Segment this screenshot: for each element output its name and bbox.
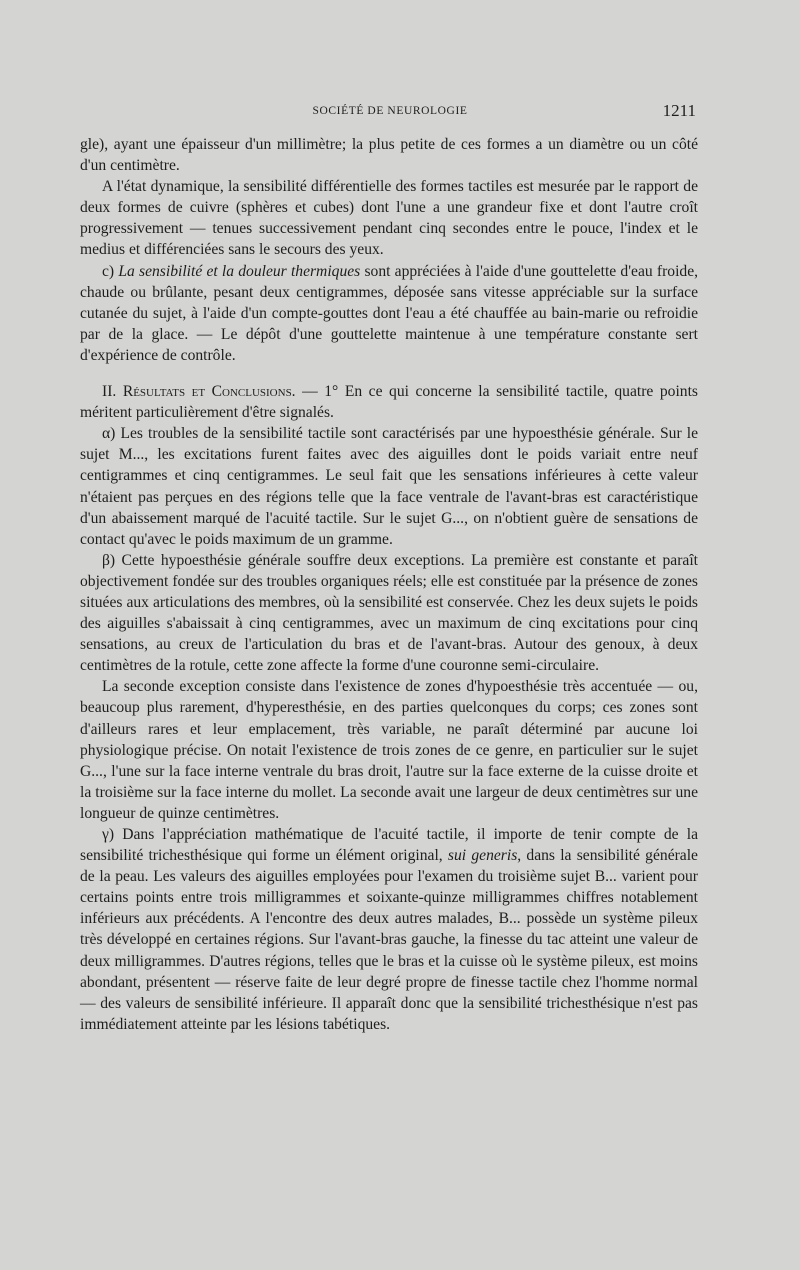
section-heading: II. Résultats et Conclusions. [102, 383, 296, 401]
paragraph-thermal-sensitivity [80, 261, 698, 366]
paragraph-gamma [80, 824, 698, 1035]
running-title: SOCIÉTÉ DE NEUROLOGIE [312, 105, 468, 117]
paragraph-text: α) Les troubles de la sensibilité tactile sont caractérisés par une hypoesthésie générale. Sur le sujet M..., les excitations furent faites avec des aiguilles dont le poids variait entre neuf centigrammes et cinq centigrammes. Le seul fait que les sensations inférieures à cette valeur n'étaient pas perçues en des régions telle que la face ventrale de l'avant-bras est caractéristique d'un abaissement marqué de l'acuité tactile. Sur le sujet G..., on n'obtient guère de sensations de contact qu'avec le poids maximum de un gramme. [80, 425, 698, 548]
paragraph-lead: c) [102, 262, 119, 280]
paragraph-alpha [80, 423, 698, 550]
page-header [80, 101, 700, 125]
paragraph-results-heading [80, 381, 698, 423]
paragraph-text: La seconde exception consiste dans l'existence de zones d'hypoesthésie très accentuée — ou, beaucoup plus rarement, d'hyperesthésie, en des parties quelconques du corps; ces zones sont d'ailleurs rares et leur emplacement, très variable, ne paraît déterminé par aucune loi physiologique précise. On notait l'existence de trois zones de ce genre, en particulier sur le sujet G..., l'une sur la face interne ventrale du bras droit, l'autre sur la face externe de la cuisse droite et la troisième sur la face interne du mollet. La seconde avait une largeur de deux centimètres sur une longueur de quinze centimètres. [80, 678, 698, 822]
paragraph-text: A l'état dynamique, la sensibilité différentielle des formes tactiles est mesurée par le rapport de deux formes de cuivre (sphères et cubes) dont l'une a une grandeur fixe et dont l'autre croît progressivement — tenues successivement pendant cinq secondes entre le pouce, l'index et le medius et différenciées sans le secours des yeux. [80, 178, 698, 259]
page-number: 1211 [662, 101, 696, 120]
italic-phrase: sui generis [447, 847, 518, 865]
paragraph-dynamic-sensitivity [80, 176, 698, 260]
paragraph-text: — 1° En ce qui concerne la sensibilité tactile, quatre points méritent particulièrement d'être signalés. [80, 383, 699, 422]
paragraph-text: gle), ayant une épaisseur d'un millimètre; la plus petite de ces formes a un diamètre ou un côté d'un centimètre. [80, 136, 698, 175]
body-text [80, 134, 698, 1035]
paragraph-second-exception [80, 676, 698, 824]
paragraph-text: , dans la sensibilité générale de la peau. Les valeurs des aiguilles employées pour l'examen du troisième sujet B... varient pour certains points entre trois milligrammes et soixante-quinze milligrammes chiffres notablement inférieurs aux précédents. A l'encontre des deux autres malades, B... possède un système pileux très développé en certaines régions. Sur l'avant-bras gauche, la finesse du tac atteint une valeur de deux milligrammes. D'autres régions, telles que le bras et la cuisse où le système pileux, est moins abondant, présentent — réserve faite de leur degré propre de finesse tactile chez l'homme normal — des valeurs de sensibilité inférieure. Il apparaît donc que la sensibilité trichesthésique n'est pas immédiatement atteinte par les lésions tabétiques. [80, 847, 698, 1033]
paragraph-text: β) Cette hypoesthésie générale souffre deux exceptions. La première est constante et paraît objectivement fondée sur des troubles organiques réels; elle est constituée par la présence de zones situées aux articulations des membres, où la sensibilité est conservée. Chez les deux sujets le poids des aiguilles s'abaissait à cinq centigrammes, avec un maximum de cinq excitations pour cinq sensations, au creux de l'articulation du bras et de l'avant-bras. Autour des genoux, à deux centimètres de la rotule, cette zone affecte la forme d'une couronne semi-circulaire. [80, 551, 698, 675]
paragraph-text: sont appréciées à l'aide d'une gouttelette d'eau froide, chaude ou brûlante, pesant deux centigrammes, déposée sans vitesse appréciable sur la surface cutanée du sujet, à l'aide d'un compte-gouttes dont l'eau a été chauffée au bain-marie ou refroidie par de la glace. — Le dépôt d'une gouttelette maintenue à une température constante sert d'expérience de contrôle. [80, 262, 699, 364]
italic-phrase: La sensibilité et la douleur thermiques [118, 262, 361, 280]
paragraph-lead: γ) Dans l'appréciation mathématique de l'acuité tactile, il importe de tenir compte de la sensibilité trichesthésique qui forme un élément original, [80, 826, 698, 865]
paragraph-continuation [80, 134, 698, 176]
paragraph-beta [80, 550, 698, 677]
